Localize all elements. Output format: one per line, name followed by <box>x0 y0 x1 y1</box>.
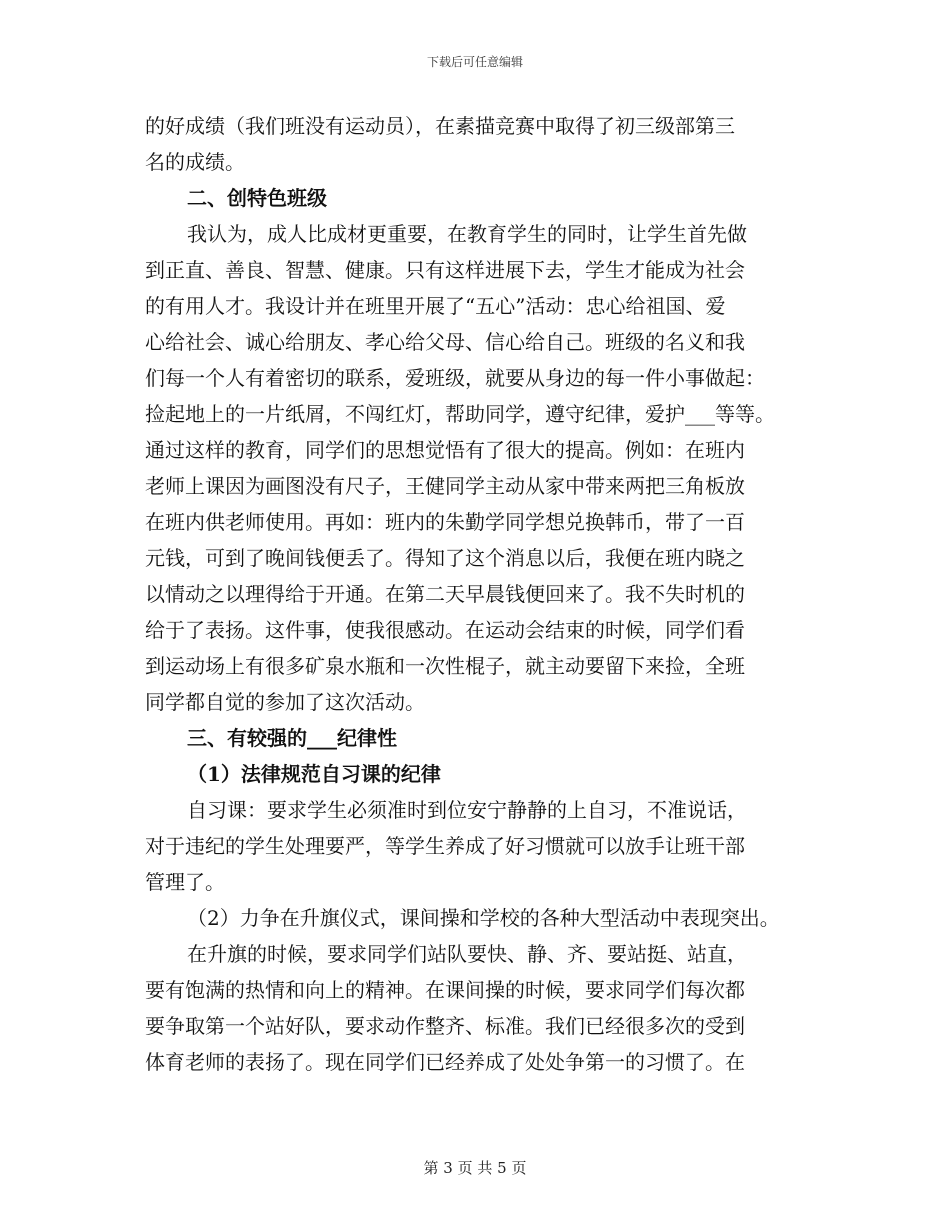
paragraph-line: 元钱，可到了晚间钱便丢了。得知了这个消息以后，我便在班内晓之 <box>145 546 745 570</box>
paragraph-line: 自习课：要求学生必须准时到位安宁静静的上自习，不准说话， <box>187 798 747 822</box>
paragraph-line: 的好成绩（我们班没有运动员），在素描竞赛中取得了初三级部第三 <box>145 114 735 138</box>
paragraph-line: 体育老师的表扬了。现在同学们已经养成了处处争第一的习惯了。在 <box>145 1050 745 1074</box>
paragraph-line: 到运动场上有很多矿泉水瓶和一次性棍子，就主动要留下来捡，全班 <box>145 654 745 678</box>
paragraph-line: 捡起地上的一片纸屑，不闯红灯，帮助同学，遵守纪律，爱护___等等。 <box>145 402 775 426</box>
paragraph-line: 在班内供老师使用。再如：班内的朱勤学同学想兑换韩币，带了一百 <box>145 510 745 534</box>
paragraph-line: 要有饱满的热情和向上的精神。在课间操的时候，要求同学们每次都 <box>145 978 745 1002</box>
paragraph-line: 老师上课因为画图没有尺子，王健同学主动从家中带来两把三角板放 <box>145 474 745 498</box>
paragraph-line: 在升旗的时候，要求同学们站队要快、静、齐、要站挺、站直， <box>187 942 747 966</box>
page-number-footer: 第 3 页 共 5 页 <box>423 1159 527 1177</box>
paragraph-line: 名的成绩。 <box>145 150 245 174</box>
paragraph-line: 心给社会、诚心给朋友、孝心给父母、信心给自己。班级的名义和我 <box>145 330 745 354</box>
paragraph-line: 管理了。 <box>145 870 225 894</box>
paragraph-line: 以情动之以理得给于开通。在第二天早晨钱便回来了。我不失时机的 <box>145 582 745 606</box>
paragraph-line: 们每一个人有着密切的联系，爱班级，就要从身边的每一件小事做起： <box>145 366 765 390</box>
document-body <box>145 108 835 1080</box>
section-heading: （1）法律规范自习课的纪律 <box>187 762 441 786</box>
page-header-note: 下载后可任意编辑 <box>426 55 523 69</box>
paragraph-line: 的有用人才。我设计并在班里开展了“五心”活动：忠心给祖国、爱 <box>145 294 726 318</box>
paragraph-line: 我认为，成人比成材更重要，在教育学生的同时，让学生首先做 <box>187 222 747 246</box>
paragraph-line: 要争取第一个站好队，要求动作整齐、标准。我们已经很多次的受到 <box>145 1014 745 1038</box>
paragraph-line: 给于了表扬。这件事，使我很感动。在运动会结束的时候，同学们看 <box>145 618 745 642</box>
paragraph-line: 对于违纪的学生处理要严，等学生养成了好习惯就可以放手让班干部 <box>145 834 745 858</box>
paragraph-line: （2）力争在升旗仪式，课间操和学校的各种大型活动中表现突出。 <box>187 906 780 930</box>
paragraph-line: 到正直、善良、智慧、健康。只有这样进展下去，学生才能成为社会 <box>145 258 745 282</box>
section-heading: 二、创特色班级 <box>187 186 327 210</box>
paragraph-line: 通过这样的教育，同学们的思想觉悟有了很大的提高。例如：在班内 <box>145 438 745 462</box>
paragraph-line: 同学都自觉的参加了这次活动。 <box>145 690 425 714</box>
section-heading: 三、有较强的___纪律性 <box>187 726 397 750</box>
